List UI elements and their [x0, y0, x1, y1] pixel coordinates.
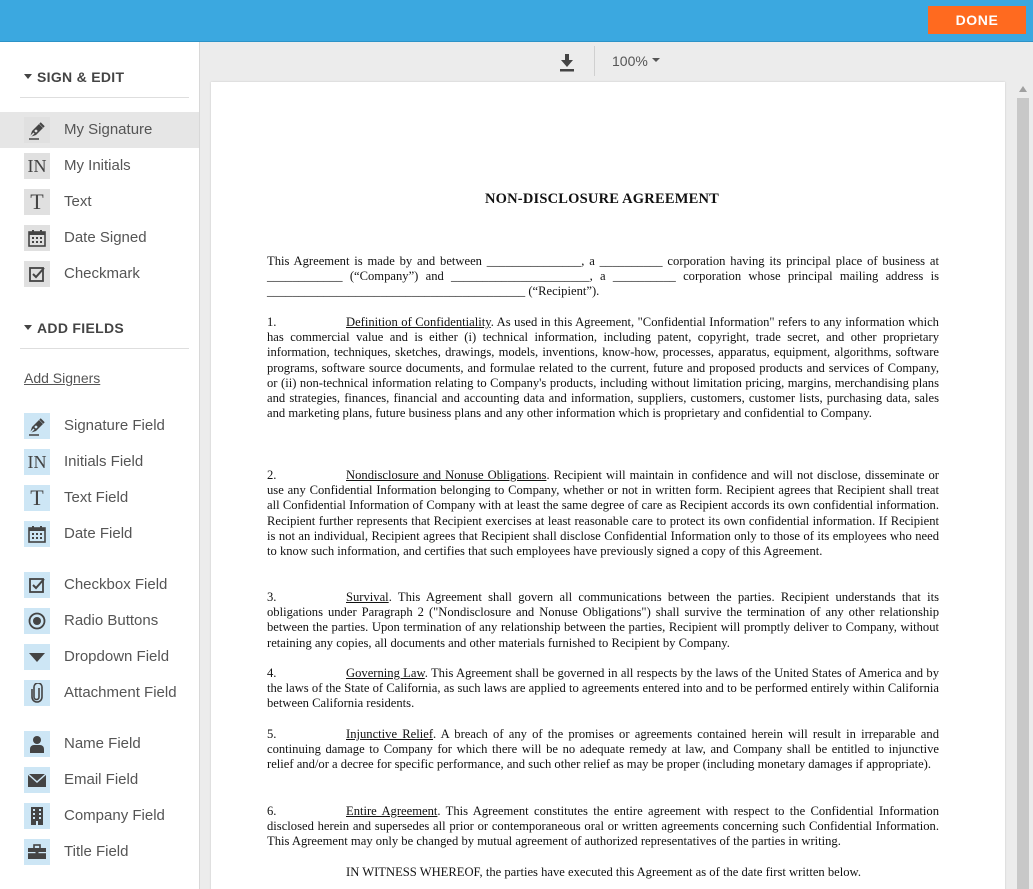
divider — [20, 97, 189, 98]
text-icon: T — [24, 485, 50, 511]
top-bar — [0, 0, 1033, 42]
scroll-up-arrow-icon[interactable] — [1019, 86, 1027, 92]
checkbox-icon — [24, 261, 50, 287]
pen-nib-icon — [24, 413, 50, 439]
sidebar-item-label: Dropdown Field — [64, 648, 170, 665]
sidebar-item-my-initials[interactable] — [0, 148, 199, 184]
section-4: 4. Governing Law. This Agreement shall be governed in all respects by the laws of the United States of America and by the laws of the State of California, as such laws are applied to agreements entered into and to be performed entirely within California between California residents. — [267, 666, 939, 711]
paperclip-icon — [24, 680, 50, 706]
sidebar-item-label: Text — [64, 193, 92, 210]
sidebar-item-label: Signature Field — [64, 417, 165, 434]
person-icon — [24, 731, 50, 757]
sidebar-item-company-field[interactable] — [0, 798, 199, 834]
toolbar-divider — [594, 46, 595, 76]
sidebar-item-label: Date Signed — [64, 229, 147, 246]
document-toolbar — [200, 42, 1033, 80]
initials-icon: IN — [24, 449, 50, 475]
sidebar-item-label: Checkmark — [64, 265, 140, 282]
caret-down-icon — [24, 74, 32, 79]
calendar-icon — [24, 521, 50, 547]
sidebar-item-date-signed[interactable] — [0, 220, 199, 256]
sidebar-item-attachment-field[interactable] — [0, 675, 199, 711]
section-1: 1. Definition of Confidentiality. As used in this Agreement, "Confidential Information" refers to any information which has commercial value and is either (i) technical information, including patent, copyright, trade secret, and other proprietary information, techniques, sketches, drawings, models, inventions, know-how, processes, apparatus, equipment, algorithms, software programs, software source documents, and formulae related to the current, future and proposed products and services of Company, or (ii) non-technical information relating to Company's products, including without limitation pricing, margins, merchandising plans and strategies, finances, financial and accounting data and information, suppliers, customers, customer lists, purchasing data, sales and marketing plans, future business plans and any other information which is proprietary and confidential to Company. — [267, 315, 939, 421]
document-title: NON-DISCLOSURE AGREEMENT — [484, 191, 720, 207]
divider — [20, 348, 189, 349]
briefcase-icon — [24, 839, 50, 865]
download-icon[interactable] — [556, 51, 578, 73]
envelope-icon — [24, 767, 50, 793]
sidebar-item-checkbox-field[interactable] — [0, 567, 199, 603]
sidebar-item-label: Name Field — [64, 735, 141, 752]
sidebar-item-initials-field[interactable] — [0, 444, 199, 480]
radio-icon — [24, 608, 50, 634]
sidebar-item-text[interactable] — [0, 184, 199, 220]
section-3: 3. Survival. This Agreement shall govern all communications between the parties. Recipient understands that its obligations under Paragraph 2 ("Nondisclosure and Nonuse Obligations") shall survive the termination of any other relationship between the parties. Upon termination of any relationship between the parties, Recipient will promptly deliver to Company, without retaining any copies, all documents and other materials furnished to Recipient by Company. — [267, 590, 939, 650]
sidebar-item-my-signature[interactable] — [0, 112, 199, 148]
sidebar-item-text-field[interactable] — [0, 480, 199, 516]
caret-down-icon — [652, 58, 660, 62]
sidebar-item-label: Radio Buttons — [64, 612, 159, 629]
sidebar-item-label: Attachment Field — [64, 684, 177, 701]
sidebar-item-name-field[interactable] — [0, 726, 199, 762]
sidebar-item-radio-buttons[interactable] — [0, 603, 199, 639]
initials-icon: IN — [24, 153, 50, 179]
sidebar-item-label: My Initials — [64, 157, 131, 174]
scrollbar-thumb[interactable] — [1017, 98, 1029, 889]
add-fields-heading[interactable]: ADD FIELDS — [24, 320, 124, 336]
sidebar-item-label: Checkbox Field — [64, 576, 168, 593]
checkbox-icon — [24, 572, 50, 598]
sidebar-item-label: Title Field — [64, 843, 129, 860]
witness-line: IN WITNESS WHEREOF, the parties have executed this Agreement as of the date first written below. — [346, 865, 861, 879]
done-button[interactable]: DONE — [928, 6, 1026, 34]
sidebar-item-label: Date Field — [64, 525, 133, 542]
dropdown-icon — [24, 644, 50, 670]
sidebar-item-signature-field[interactable] — [0, 408, 199, 444]
sign-edit-heading[interactable]: SIGN & EDIT — [24, 69, 124, 85]
sidebar-item-label: Company Field — [64, 807, 165, 824]
sidebar — [0, 42, 200, 889]
section-2: 2. Nondisclosure and Nonuse Obligations. Recipient will maintain in confidence and will not disclose, disseminate or use any Confidential Information belonging to Company, whether or not in written form. Recipient agrees that Recipient shall treat all Confidential Information of Company with at least the same degree of care as Recipient accords its own confidential information. Recipient further represents that Recipient exercises at least reasonable care to protect its own confidential information. If Recipient is not an individual, Recipient agrees that Recipient shall disclose Confidential Information only to those of its employees who need to know such information, and certifies that such employees have previously signed a copy of this Agreement. — [267, 468, 939, 559]
text-icon: T — [24, 189, 50, 215]
sidebar-item-label: Email Field — [64, 771, 139, 788]
vertical-scrollbar[interactable] — [1016, 84, 1030, 889]
pen-nib-icon — [24, 117, 50, 143]
sidebar-item-label: My Signature — [64, 121, 153, 138]
sidebar-item-checkmark[interactable] — [0, 256, 199, 292]
zoom-dropdown[interactable]: 100% — [612, 53, 660, 69]
sidebar-item-dropdown-field[interactable] — [0, 639, 199, 675]
sidebar-item-title-field[interactable] — [0, 834, 199, 870]
document-page[interactable] — [211, 82, 1005, 889]
building-icon — [24, 803, 50, 829]
caret-down-icon — [24, 325, 32, 330]
intro-paragraph: This Agreement is made by and between _______________, a __________ corporation having its principal place of business at ____________ (“Company”) and ______________________, a __________ corporation whose principal mailing address is _________________________________________ (“Recipient”). — [267, 254, 939, 299]
section-6: 6. Entire Agreement. This Agreement constitutes the entire agreement with respect to the Confidential Information disclosed herein and supersedes all prior or contemporaneous oral or written agreements concerning such Confidential Information. This Agreement may only be changed by mutual agreement of authorized representatives of the parties in writing. — [267, 804, 940, 849]
calendar-icon — [24, 225, 50, 251]
add-signers-link[interactable]: Add Signers — [24, 370, 101, 386]
sidebar-item-date-field[interactable] — [0, 516, 199, 552]
sidebar-item-label: Text Field — [64, 489, 129, 506]
sidebar-item-label: Initials Field — [64, 453, 144, 470]
sidebar-item-email-field[interactable] — [0, 762, 199, 798]
section-5: 5. Injunctive Relief. A breach of any of the promises or agreements contained herein will result in irreparable and continuing damage to Company for which there will be no adequate remedy at law, and Company shall be entitled to injunctive relief and/or a decree for specific performance, and such other relief as may be proper (including monetary damages if appropriate). — [267, 727, 939, 772]
